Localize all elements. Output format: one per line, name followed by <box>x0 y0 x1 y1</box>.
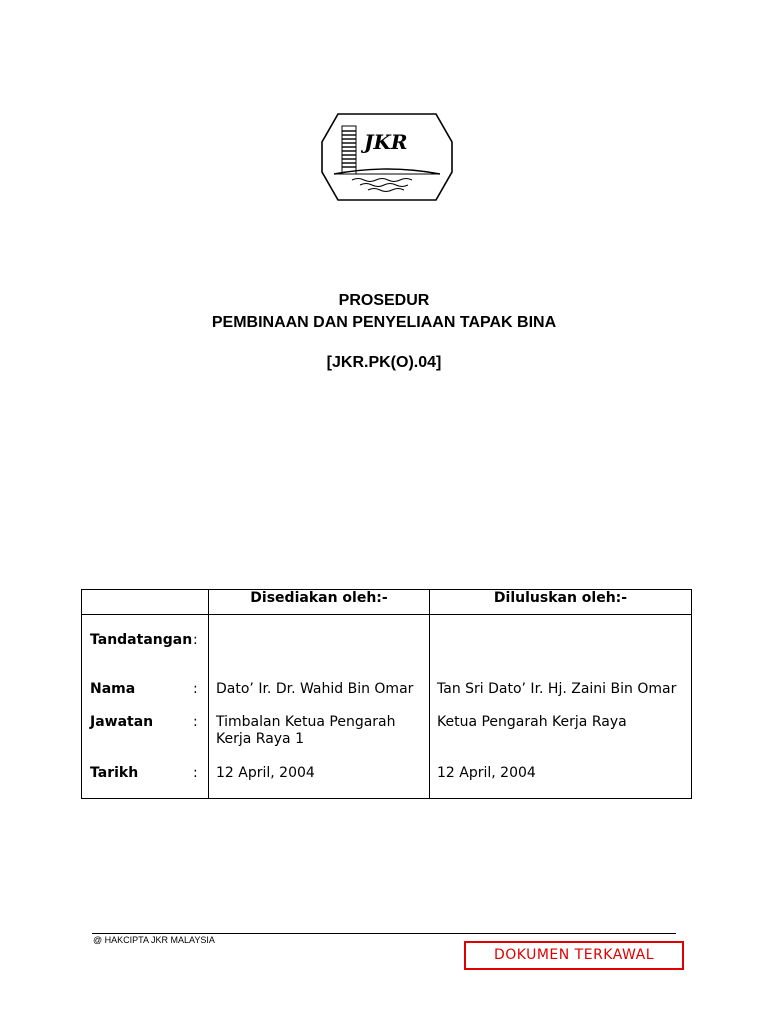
name-label: Nama <box>90 681 136 697</box>
prepared-date: 12 April, 2004 <box>216 765 315 781</box>
footer-divider <box>92 933 676 934</box>
date-colon: : <box>193 765 198 781</box>
labels-cell <box>82 615 209 799</box>
document-type-title: PROSEDUR <box>338 292 430 309</box>
signature-label: Tandatangan <box>90 632 193 648</box>
name-colon: : <box>193 681 198 697</box>
prepared-name: Dato’ Ir. Dr. Wahid Bin Omar <box>216 681 414 697</box>
controlled-document-stamp: DOKUMEN TERKAWAL <box>464 941 684 970</box>
signature-colon: : <box>193 632 198 648</box>
approved-position: Ketua Pengarah Kerja Raya <box>437 714 627 730</box>
position-colon: : <box>193 714 198 730</box>
header-empty-cell <box>82 590 209 615</box>
approved-date: 12 April, 2004 <box>437 765 536 781</box>
jkr-logo <box>320 112 454 202</box>
prepared-position-line2: Kerja Raya 1 <box>216 731 304 747</box>
document-title: PEMBINAAN DAN PENYELIAAN TAPAK BINA <box>211 314 557 331</box>
approval-table <box>81 589 692 799</box>
header-approved: Diluluskan oleh:- <box>430 590 692 615</box>
approved-name: Tan Sri Dato’ Ir. Hj. Zaini Bin Omar <box>437 681 677 697</box>
table-header-row <box>82 590 692 615</box>
header-prepared: Disediakan oleh:- <box>209 590 430 615</box>
prepared-position-line1: Timbalan Ketua Pengarah <box>216 714 396 730</box>
prepared-cell <box>209 615 430 799</box>
approved-cell <box>430 615 692 799</box>
logo-text: JKR <box>364 130 408 154</box>
date-label: Tarikh <box>90 765 139 781</box>
position-label: Jawatan <box>90 714 154 730</box>
table-body-row <box>82 615 692 799</box>
document-code: [JKR.PK(O).04] <box>326 354 442 371</box>
copyright-notice: @ HAKCIPTA JKR MALAYSIA <box>93 935 215 945</box>
